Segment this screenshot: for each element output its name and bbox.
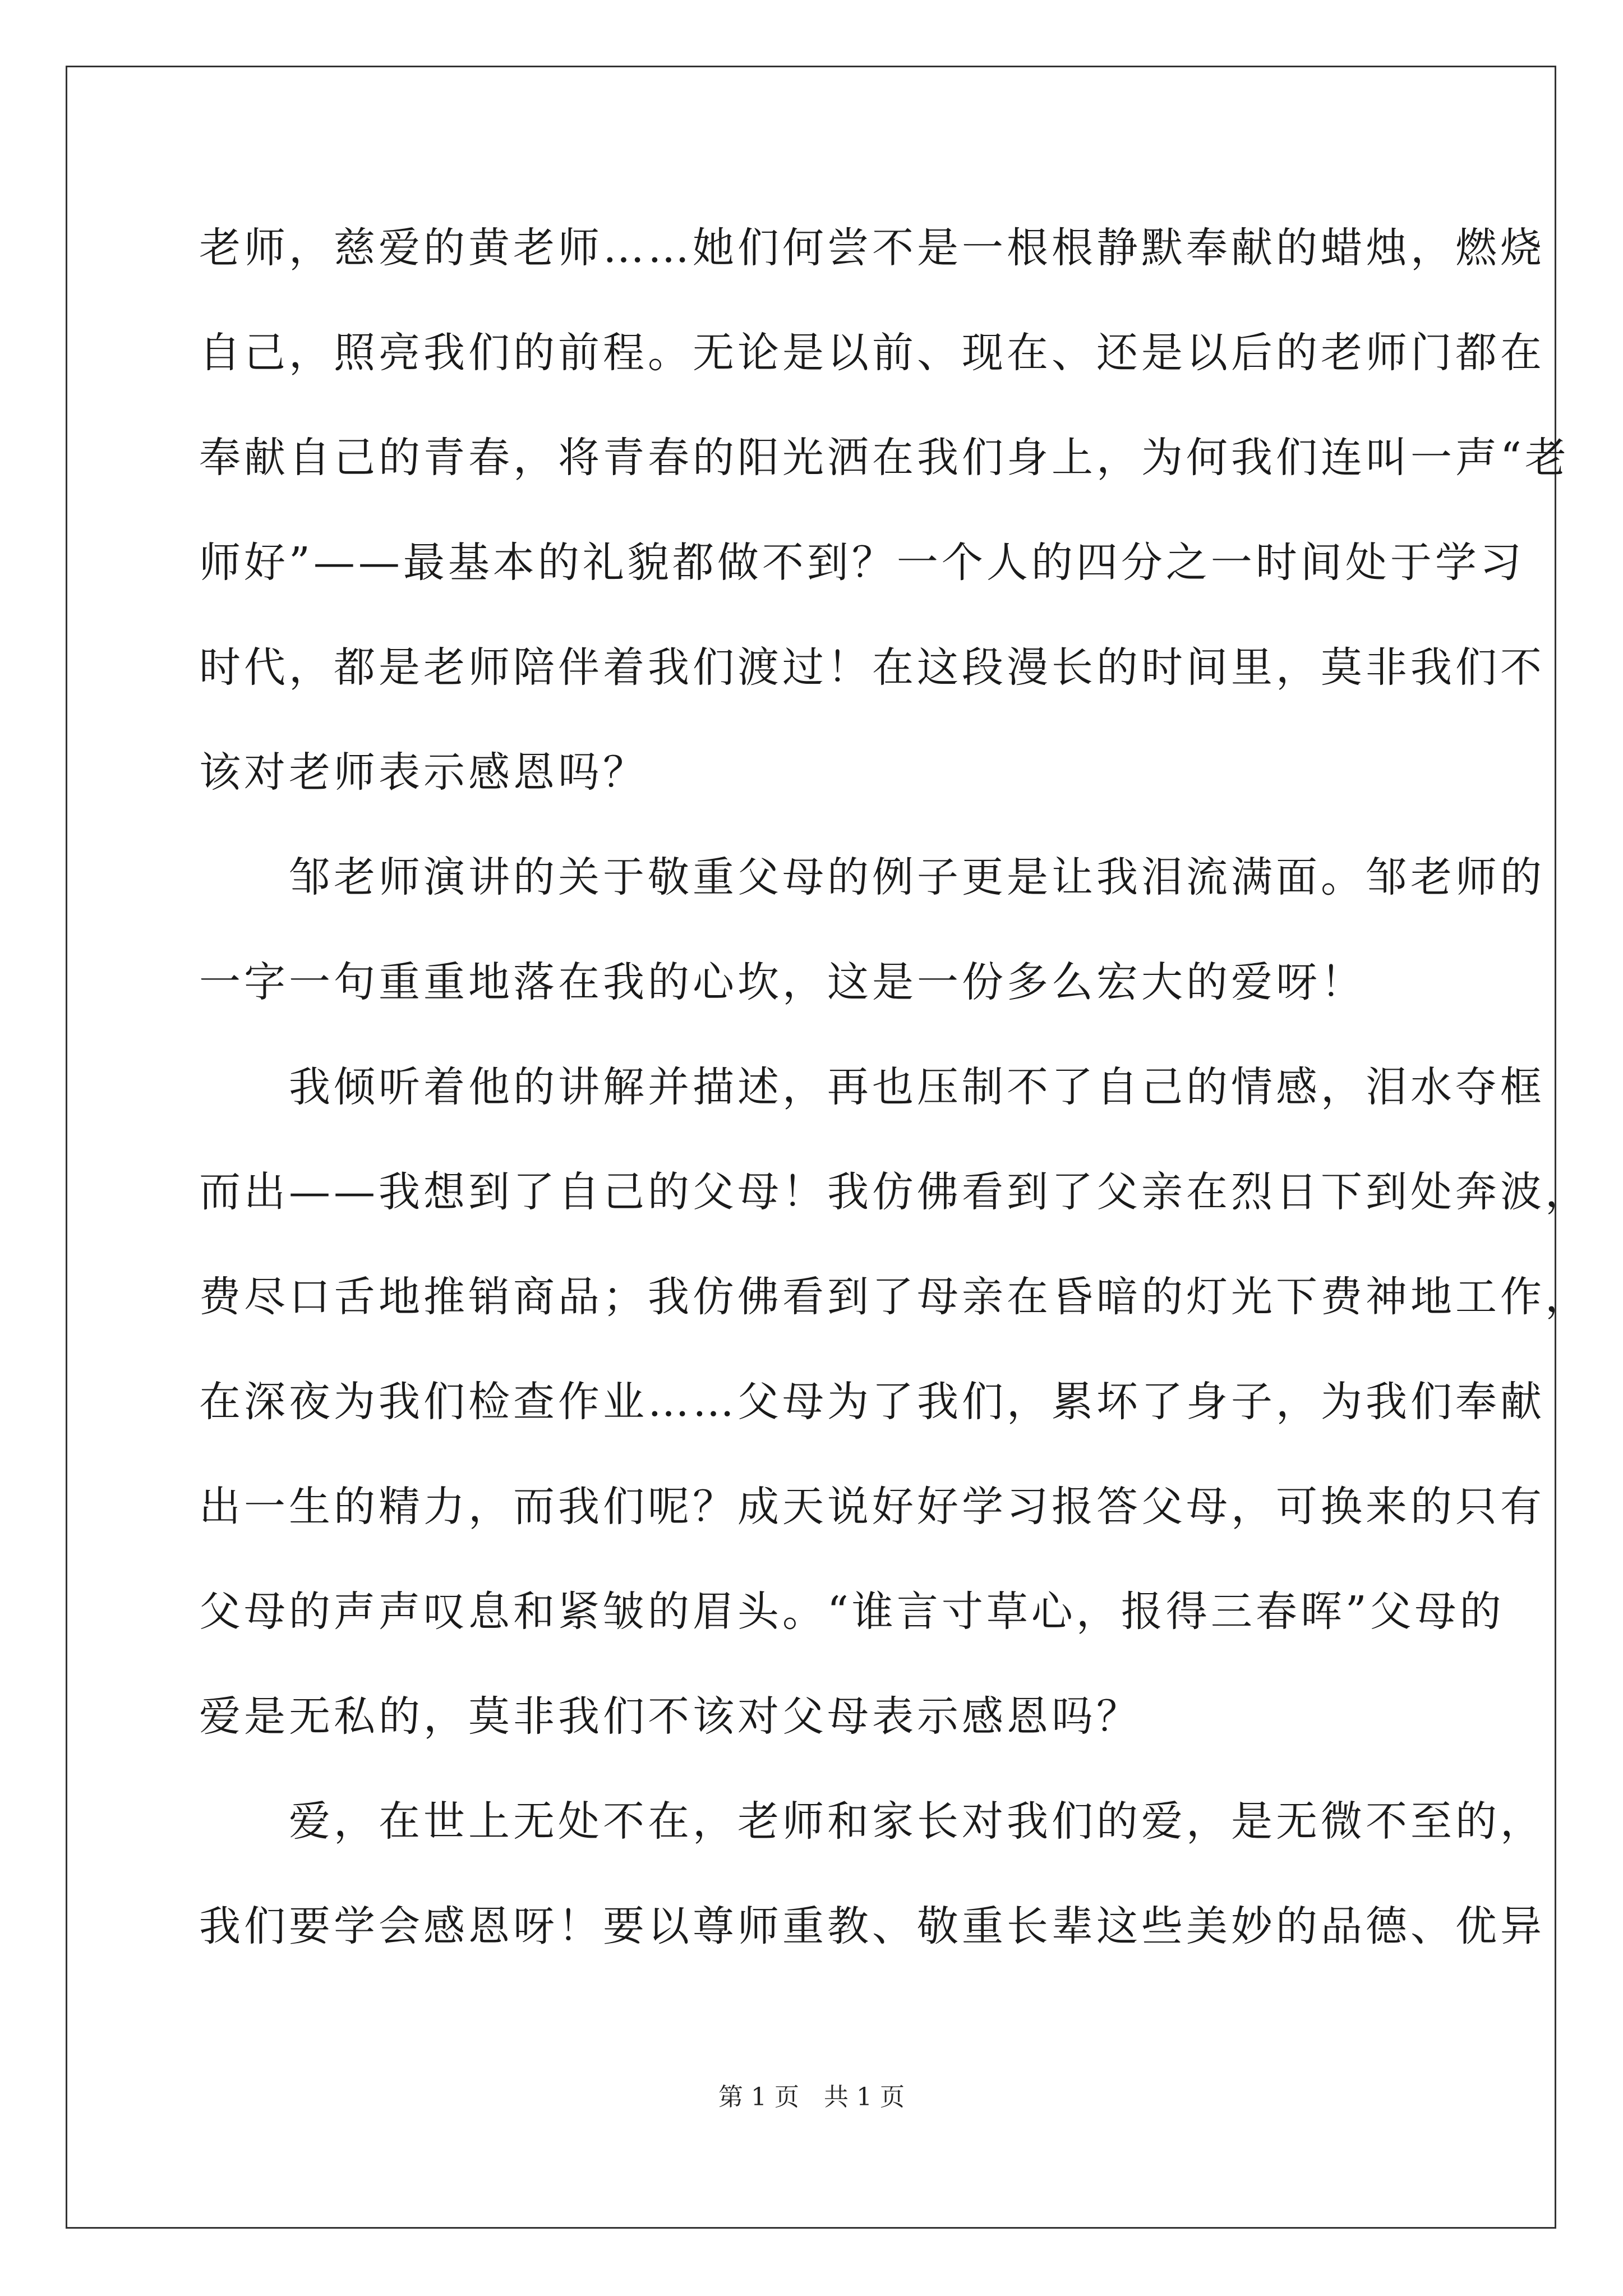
text-line: 师好”——最基本的礼貌都做不到？一个人的四分之一时间处于学习 [199, 539, 1525, 587]
document-body [199, 214, 1590, 1998]
text-line: 我倾听着他的讲解并描述，再也压制不了自己的情感，泪水夺框 [199, 1063, 1545, 1111]
text-line: 父母的声声叹息和紧皱的眉头。“谁言寸草心，报得三春晖”父母的 [199, 1588, 1505, 1636]
text-line: 该对老师表示感恩吗？ [199, 748, 648, 797]
text-line: 邹老师演讲的关于敬重父母的例子更是让我泪流满面。邹老师的 [199, 853, 1545, 901]
text-line: 费尽口舌地推销商品；我仿佛看到了母亲在昏暗的灯光下费神地工作， [199, 1273, 1590, 1321]
text-line: 爱是无私的，莫非我们不该对父母表示感恩吗？ [199, 1692, 1141, 1741]
text-line: 爱，在世上无处不在，老师和家长对我们的爱，是无微不至的， [199, 1797, 1545, 1846]
text-line: 而出——我想到了自己的父母！我仿佛看到了父亲在烈日下到处奔波， [199, 1168, 1590, 1216]
paragraph-2 [199, 844, 1545, 1053]
text-line: 在深夜为我们检查作业……父母为了我们，累坏了身子，为我们奉献 [199, 1378, 1545, 1426]
paragraph-4 [199, 1788, 1545, 1998]
text-line: 我们要学会感恩呀！要以尊师重教、敬重长辈这些美妙的品德、优异 [199, 1902, 1545, 1950]
paragraph-1 [199, 214, 1570, 844]
page-number-footer: 第 1 页 共 1 页 [718, 2083, 905, 2111]
paragraph-3 [199, 1053, 1590, 1788]
text-line: 时代，都是老师陪伴着我们渡过！在这段漫长的时间里，莫非我们不 [199, 643, 1545, 692]
text-line: 出一生的精力，而我们呢？成天说好好学习报答父母，可换来的只有 [199, 1483, 1545, 1531]
text-line: 奉献自己的青春，将青春的阳光洒在我们身上，为何我们连叫一声“老 [199, 434, 1570, 482]
text-line: 自己，照亮我们的前程。无论是以前、现在、还是以后的老师门都在 [199, 329, 1545, 377]
text-line: 老师，慈爱的黄老师……她们何尝不是一根根静默奉献的蜡烛，燃烧 [199, 224, 1545, 272]
text-line: 一字一句重重地落在我的心坎，这是一份多么宏大的爱呀！ [199, 958, 1366, 1006]
